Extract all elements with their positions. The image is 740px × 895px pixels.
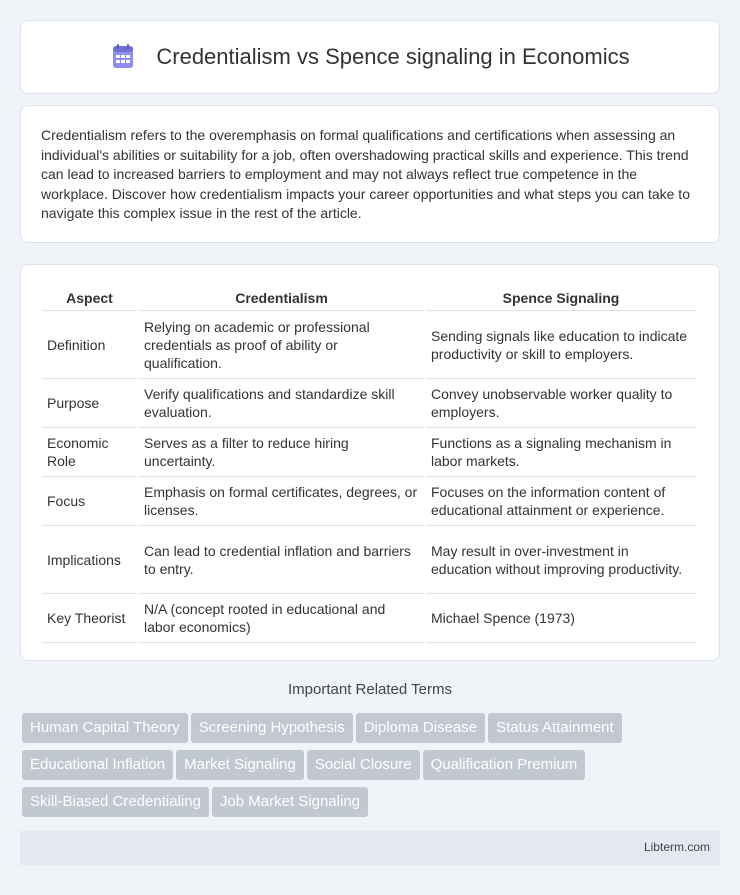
tag-educational-inflation[interactable]: Educational Inflation bbox=[22, 750, 173, 780]
row-credentialism: Emphasis on formal certificates, degrees, or licenses. bbox=[139, 477, 424, 526]
row-aspect: Purpose bbox=[42, 379, 137, 428]
header-credentialism: Credentialism bbox=[139, 285, 424, 311]
row-spence: Sending signals like education to indicate productivity or skill to employers. bbox=[426, 311, 696, 379]
related-terms-title: Important Related Terms bbox=[288, 681, 452, 698]
table-header-row bbox=[42, 285, 696, 311]
tag-diploma-disease[interactable]: Diploma Disease bbox=[356, 713, 485, 743]
row-credentialism: N/A (concept rooted in educational and labor economics) bbox=[139, 594, 424, 643]
tag-status-attainment[interactable]: Status Attainment bbox=[488, 713, 622, 743]
tag-screening-hypothesis[interactable]: Screening Hypothesis bbox=[191, 713, 353, 743]
intro-card bbox=[20, 105, 720, 243]
row-credentialism: Relying on academic or professional credentials as proof of ability or qualification. bbox=[139, 311, 424, 379]
row-aspect: Key Theorist bbox=[42, 594, 137, 643]
table-row bbox=[42, 428, 696, 477]
comparison-table bbox=[40, 285, 698, 643]
table-row bbox=[42, 526, 696, 594]
tag-market-signaling[interactable]: Market Signaling bbox=[176, 750, 304, 780]
row-aspect: Focus bbox=[42, 477, 137, 526]
title-card bbox=[20, 20, 720, 94]
row-spence: Michael Spence (1973) bbox=[426, 594, 696, 643]
footer-site-link[interactable]: Libterm.com bbox=[643, 840, 710, 854]
tag-qualification-premium[interactable]: Qualification Premium bbox=[423, 750, 586, 780]
row-spence: May result in over-investment in education without improving productivity. bbox=[426, 526, 696, 594]
footer bbox=[20, 831, 720, 865]
header-aspect: Aspect bbox=[42, 285, 137, 311]
row-spence: Functions as a signaling mechanism in labor markets. bbox=[426, 428, 696, 477]
table-row bbox=[42, 379, 696, 428]
tag-skill-biased-credentialing[interactable]: Skill-Biased Credentialing bbox=[22, 787, 209, 817]
row-credentialism: Serves as a filter to reduce hiring uncertainty. bbox=[139, 428, 424, 477]
row-aspect: Implications bbox=[42, 526, 137, 594]
row-credentialism: Verify qualifications and standardize skill evaluation. bbox=[139, 379, 424, 428]
document-icon bbox=[110, 44, 136, 70]
row-spence: Focuses on the information content of educational attainment or experience. bbox=[426, 477, 696, 526]
page-title: Credentialism vs Spence signaling in Economics bbox=[156, 44, 630, 69]
row-aspect: Economic Role bbox=[42, 428, 137, 477]
row-aspect: Definition bbox=[42, 311, 137, 379]
tag-social-closure[interactable]: Social Closure bbox=[307, 750, 420, 780]
row-spence: Convey unobservable worker quality to employers. bbox=[426, 379, 696, 428]
table-row bbox=[42, 477, 696, 526]
header-spence-signaling: Spence Signaling bbox=[426, 285, 696, 311]
table-row bbox=[42, 594, 696, 643]
related-terms-list bbox=[22, 713, 722, 824]
tag-job-market-signaling[interactable]: Job Market Signaling bbox=[212, 787, 368, 817]
table-row bbox=[42, 311, 696, 379]
comparison-card bbox=[20, 264, 720, 661]
tag-human-capital-theory[interactable]: Human Capital Theory bbox=[22, 713, 188, 743]
row-credentialism: Can lead to credential inflation and barriers to entry. bbox=[139, 526, 424, 594]
intro-paragraph: Credentialism refers to the overemphasis on formal qualifications and certifications when assessing an individual's abilities or suitability for a job, often overshadowing practical skills and experience. This trend can lead to increased barriers to employment and may not always reflect true competence in the workplace. Discover how credentialism impacts your career opportunities and what steps you can take to navigate this complex issue in the rest of the article. bbox=[41, 127, 690, 221]
